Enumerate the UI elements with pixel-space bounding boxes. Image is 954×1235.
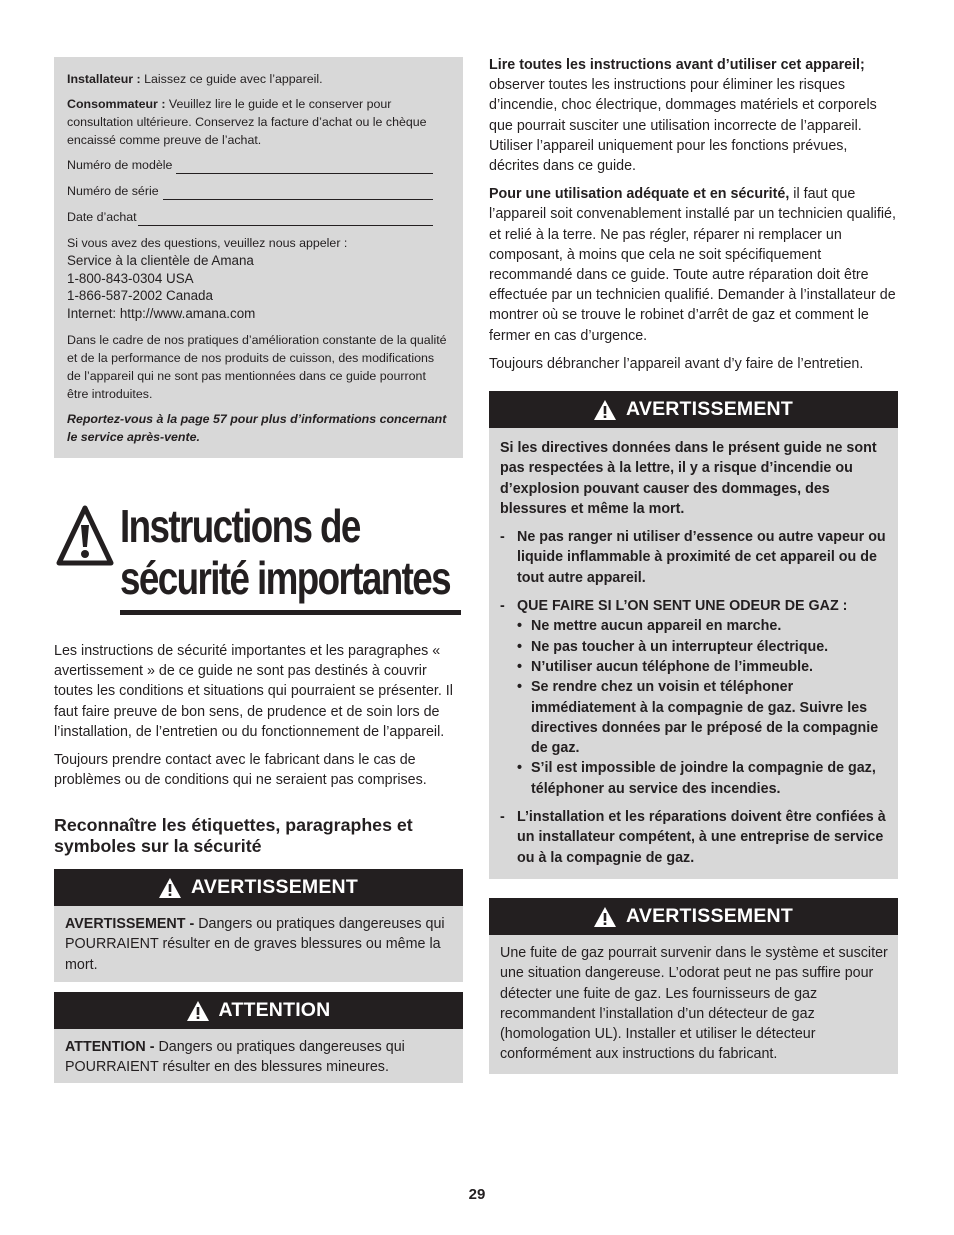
warning-header: AVERTISSEMENT — [54, 869, 463, 906]
gas-smell-steps — [517, 616, 888, 799]
serial-number-field: Numéro de série — [67, 182, 450, 200]
improvement-note: Dans le cadre de nos pratiques d’amélioration constante de la qualité et de la performance de nos produits de cuisson, des modifications de l’appareil qui ne sont pas mentionnées dans ce guide pourront être introduites. — [67, 333, 447, 401]
warning-triangle-icon — [187, 1001, 209, 1021]
warning-triangle-icon — [56, 505, 114, 567]
contact-line: 1-866-587-2002 Canada — [67, 288, 213, 303]
service-note: Reportez-vous à la page 57 pour plus d’informations concernant le service après-vente. — [67, 412, 447, 444]
questions-text: Si vous avez des questions, veuillez nous appeler : — [67, 236, 348, 250]
list-item: • Se rendre chez un voisin et téléphoner immédiatement à la compagnie de gaz. Suivre les directives données par le préposé de la compagnie de gaz. — [517, 679, 879, 757]
owner-info-box — [54, 57, 463, 458]
list-item: • Ne mettre aucun appareil en marche. — [517, 618, 782, 635]
contact-line: Service à la clientèle de Amana — [67, 253, 254, 268]
gas-warning-intro: Si les directives données dans le présent guide ne sont pas respectées à la lettre, il y a risque d’incendie ou d’explosion pouvant causer des dommages, des blessures et même la mort. — [500, 440, 877, 517]
read-all-paragraph: Lire toutes les instructions avant d’utiliser cet appareil; observer toutes les instructions pour éliminer les risques d’incendie, choc électrique, dommages matériels et corporels que pourrait susciter une utilisation incorrecte de l’appareil. Utiliser l’appareil uniquement pour les fonctions prévues, décrites dans ce guide. — [489, 57, 877, 175]
warning-triangle-icon — [594, 400, 616, 420]
serial-number-line — [163, 186, 433, 200]
caution-header: ATTENTION — [54, 992, 463, 1029]
purchase-date-line — [138, 212, 433, 226]
warning-triangle-icon — [594, 907, 616, 927]
gas-warning-box — [489, 391, 898, 879]
purchase-date-field: Date d’achat — [67, 208, 450, 226]
title-underline — [120, 610, 461, 615]
warning-definition-box — [54, 869, 463, 982]
disconnect-paragraph: Toujours débrancher l’appareil avant d’y faire de l’entretien. — [489, 355, 864, 372]
section-subheading: Reconnaître les étiquettes, paragraphes et symboles sur la sécurité — [54, 815, 413, 856]
contact-line: 1-800-843-0304 USA — [67, 270, 194, 286]
warning-definition-text: AVERTISSEMENT - Dangers ou pratiques dangereuses qui POURRAIENT résulter en de graves blessures ou même la mort. — [65, 916, 445, 973]
list-item: • S’il est impossible de joindre la compagnie de gaz, téléphoner au service des incendies. — [517, 760, 876, 797]
intro-paragraph: Les instructions de sécurité importantes et les paragraphes « avertissement » de ce guide ne sont pas destinés à couvrir toutes les conditions et situations qui pourraient se présenter. Il faut faire preuve de bon sens, de prudence et de soin lors de l’installation, de l’entretien ou du fonctionnement de l’appareil. — [54, 643, 453, 740]
installer-note: Installateur : Laissez ce guide avec l’appareil. — [67, 72, 323, 86]
caution-definition-box — [54, 992, 463, 1083]
warning-header: AVERTISSEMENT — [489, 898, 898, 935]
gas-warning-text — [489, 428, 898, 868]
contact-info — [67, 252, 450, 322]
list-item: • Ne pas toucher à un interrupteur électrique. — [517, 638, 829, 655]
consumer-note: Consommateur : Veuillez lire le guide et le conserver pour consultation ultérieure. Conservez la facture d’achat ou le chèque encaissé comme preuve de l’achat. — [67, 97, 427, 147]
section-title — [54, 500, 463, 620]
list-item: - QUE FAIRE SI L’ON SENT UNE ODEUR DE GAZ : • Ne mettre aucun appareil en marche. • Ne pas toucher à un interrupteur électrique. • N’utiliser aucun téléphone de l’immeuble. • Se rendre chez un voisin et téléphoner immédiatement à la compagnie de gaz. Suivre les directives données par le préposé de la compagnie de gaz. • S’il est impossible de joindre la compagnie de gaz, téléphoner au service des incendies. — [500, 596, 888, 799]
warning-triangle-icon — [159, 878, 181, 898]
page-number: 29 — [468, 1186, 486, 1203]
gas-leak-warning-box — [489, 898, 898, 1074]
caution-definition-text: ATTENTION - Dangers ou pratiques dangereuses qui POURRAIENT résulter en des blessures mineures. — [65, 1039, 405, 1076]
page-title: Instructions de sécurité importantes — [120, 500, 450, 604]
gas-leak-warning-text: Une fuite de gaz pourrait survenir dans le système et susciter une situation dangereuse. L’odorat peut ne pas suffire pour détecter une fuite de gaz. Les fournisseurs de gaz recommandent l’installation d’un détecteur de gaz (homologation UL). Installer et utiliser le détecteur conformément aux instructions du fabricant. — [500, 945, 888, 1063]
proper-use-paragraph: Pour une utilisation adéquate et en sécurité, il faut que l’appareil soit convenablement installé par un technicien qualifié, et relié à la terre. Ne pas régler, réparer ni remplacer un composant, à moins que cela ne soit spécifiquement recommandé dans ce guide. Toute autre réparation doit être effectuée par un technicien qualifié. Demander à l’installateur de montrer où se trouve le robinet d’arrêt de gaz et comment le fermer en cas d’urgence. — [489, 186, 896, 344]
model-number-line — [176, 160, 433, 174]
read-instructions-text — [489, 55, 898, 382]
warning-header: AVERTISSEMENT — [489, 391, 898, 428]
intro-text — [54, 641, 463, 798]
list-item: • N’utiliser aucun téléphone de l’immeuble. — [517, 658, 814, 675]
intro-paragraph: Toujours prendre contact avec le fabricant dans le cas de problèmes ou de conditions qui ne seraient pas comprises. — [54, 752, 427, 789]
model-number-field: Numéro de modèle — [67, 156, 450, 174]
contact-line: Internet: http://www.amana.com — [67, 305, 256, 321]
list-item: - L’installation et les réparations doivent être confiées à un installateur compétent, à une entreprise de service ou à la compagnie de gaz. — [500, 809, 886, 866]
list-item: - Ne pas ranger ni utiliser d’essence ou autre vapeur ou liquide inflammable à proximité de cet appareil ou de tout autre appareil. — [500, 529, 886, 586]
